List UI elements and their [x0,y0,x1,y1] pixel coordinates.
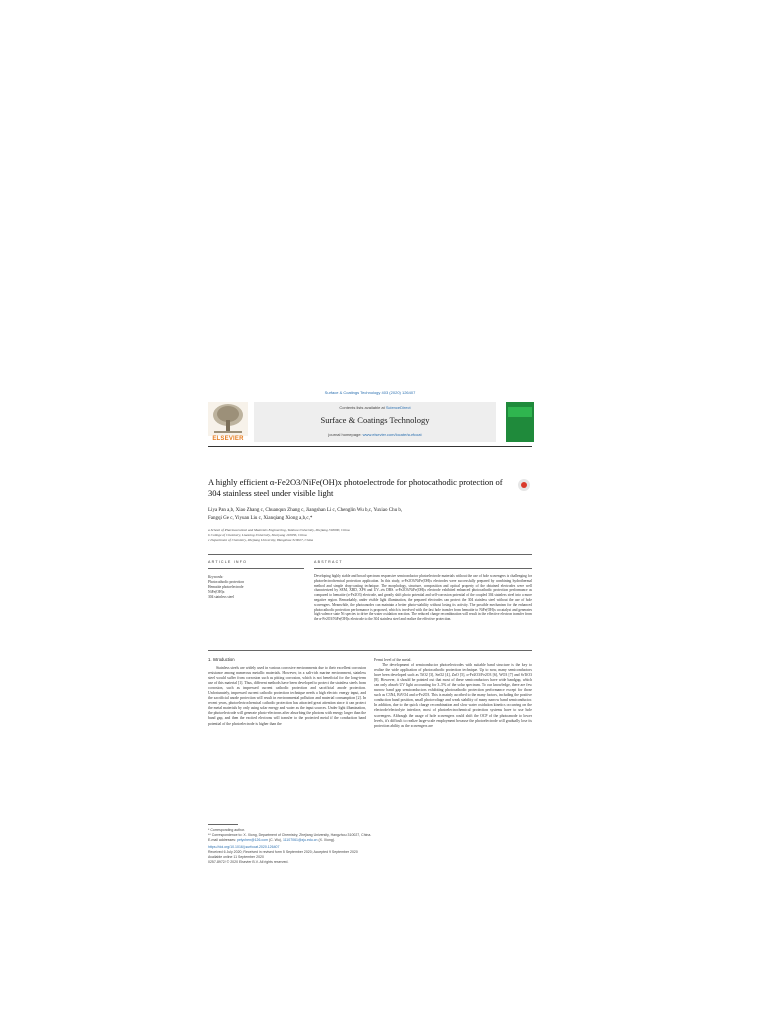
publisher-wordmark: ELSEVIER [212,436,244,442]
author-list [208,507,508,523]
authors-line-1[interactable]: Liya Pan a,b, Xiao Zhang c, Chuanqun Zhang c, Jiangshan Li c, Chenglin Wu b,c, Yuxiao Chu b, [208,508,403,513]
article-info-rule [208,568,304,569]
journal-title: Surface & Coatings Technology [320,415,430,425]
journal-header-box [254,402,496,442]
abstract-bottom-rule [208,650,532,651]
abstract-rule [314,568,532,569]
crossmark-icon[interactable] [518,479,530,491]
masthead-divider [208,446,532,447]
abstract-heading: ABSTRACT [314,560,343,564]
keyword-1: Photocathodic protection [208,580,245,584]
footnote-correspondence: ** Correspondence to: X. Xiong, Department of Chemistry, Zhejiang University, Hangzhou 310027, China. [208,833,372,837]
contents-line [254,405,496,410]
email-link-1[interactable]: pelychen@126.com [237,838,268,842]
email-link-2[interactable]: 11107061@zju.edu.cn [282,838,318,842]
email-name-1: (C. Wu), [268,838,282,842]
email-name-2: (X. Xiong). [318,838,336,842]
footnote-rule [208,824,238,825]
doi-link[interactable]: https://doi.org/10.1016/j.surfcoat.2020.126407 [208,845,280,849]
received-dates: Received 6 July 2020; Received in revised form 5 September 2020; Accepted 9 September 2020 [208,850,358,854]
footnote-emails [208,838,335,842]
abstract-text: Developing highly stable and broad spectrum responsive semiconductor photoelectrode materials without the use of hole scavengers is challenging for photoelectrochemical protection application. In this study, α-Fe2O3/NiFe(OH)x electrodes were successfully prepared by combining hydrothermal method and simple drop-casting technique. The morphology, structure, composition and optical property of the obtained electrodes were well characterized by SEM, XRD, XPS and UV–vis DRS. α-Fe2O3/NiFe(OH)x electrode exhibited enhanced photocathodic protection performance as compared to hematite (α-Fe2O3) electrode, and greatly shift photo potential and self-corrosion potential of the coupled 304 stainless steel into a more negative region. Remarkably, under visible light illumination, the prepared electrodes can protect the 304 stainless steel without the use of hole scavengers. Meanwhile, the photoanodes can maintain a better photo-stability without losing its activity. The possible mechanism for the enhanced photocathodic protection performance is proposed, which is involved with the fast hole transfer from hematite to NiFe(OH)x cocatalyst and generates high valence state Ni species to drive the water oxidation reaction. The reduced charge recombination will result in the effective electron transfer from the α-Fe2O3/NiFe(OH)x electrode to the 304 stainless steel and realize the effective protection. [314,574,532,622]
front-matter-divider [208,554,532,555]
keyword-3: NiFe(OH)x [208,590,225,594]
available-online: Available online 11 September 2020 [208,855,264,859]
affiliation-a: a School of Pharmaceutical and Materials Engineering, Taizhou University, Zhejiang 318000, China [208,528,350,532]
affiliation-c: c Department of Chemistry, Zhejiang University, Hangzhou 310027, China [208,538,314,542]
journal-reference[interactable]: Surface & Coatings Technology 403 (2020) 126407 [324,390,416,395]
homepage-prefix: journal homepage: [328,432,362,437]
copyright-line: 0257-8972/ © 2020 Elsevier B.V. All rights reserved. [208,860,289,864]
keyword-4: 304 stainless steel [208,595,234,599]
journal-homepage-link[interactable]: www.elsevier.com/locate/surfcoat [362,432,422,437]
keywords-label: Keywords: [208,575,224,579]
homepage-line [254,432,496,437]
email-prefix: E-mail addresses: [208,838,237,842]
authors-line-2[interactable]: Fangqi Ge c, Yiyuan Liu c, Xianqiang Xiong a,b,c,* [208,516,313,521]
footnote-corresponding: * Corresponding author. [208,828,245,832]
introduction-heading: 1. Introduction [208,657,235,662]
contents-prefix: Contents lists available at [339,405,385,410]
cover-title-band [508,407,532,417]
keyword-2: Hematite photoelectrode [208,585,244,589]
paper-page [200,382,540,892]
body-column-left [208,666,366,727]
body-paragraph: Stainless steels are widely used in various corrosive environments due to their excellent corrosion resistance among numerous metallic materials. However, in a salt-rich marine environment, stainless steel would suffer from corrosion such as pitting corrosion, which is not beneficial for the long-term use of this material [1]. Thus, different methods have been developed to protect the stainless steels from corrosion, such as impressed current cathodic protection and sacrificial anode protection. Unfortunately, impressed current cathodic protection technique needs a high electric energy input, and the sacrificial anode protection will result in environmental pollution and material consumption [2]. In recent years, photoelectrochemical cathodic protection has attracted great attention since it can protect the metal materials by only using solar energy and water as the input sources. Under light illumination, the photoelectrode will generate photo-electrons after absorbing the photons with energy larger than the band gap, and then the excited electrons will transfer to the protected metal if the conduction band potential of the photoelectrode is higher than the [208,666,366,726]
article-info-heading: ARTICLE INFO [208,560,248,564]
sciencedirect-link[interactable]: ScienceDirect [385,405,411,410]
journal-cover-thumbnail[interactable] [506,402,534,442]
journal-masthead [208,402,532,442]
body-paragraph: The development of semiconductor photoelectrodes with suitable band structure is the key to realize the wide application of photocathodic protection technique. Up to now, many semiconductors have been developed such as TiO2 [3], SnO2 [4], ZnO [5], α-Fe2O3/Fe2O3 [6], WO3 [7] and SrTiO3 [8]. However, it should be pointed out that most of these semiconductors have wide bandgap, which can only absorb UV light accounting for 3–5% of the solar spectrum. To our knowledge, there are few narrow band gap semiconductors exhibiting photocathodic protection performance except for those such as C3N4, BiVO4 and α-Fe2O3. This is mainly ascribed to the many factors, including the positive conduction band position, small photovoltage and weak stability of many narrow band semiconductor. In addition, due to the quick charge recombination and slow water oxidation kinetics occurring on the electrode/electrolyte interface, most of photoelectrochemical protection systems have to use hole scavengers. Although the usage of hole scavengers could shift the OCP of the photoanode to lower levels, it's difficult to realize large-scale employment because the photoelectrode will gradually lose its protection ability as the scavengers are [374,663,532,728]
body-paragraph: Fermi level of the metal. [374,658,412,662]
body-column-right [374,658,532,729]
article-title: A highly efficient α-Fe2O3/NiFe(OH)x photoelectrode for photocathodic protection of 304 stainless steel under visible light [208,477,503,498]
affiliation-b: b College of Chemistry, Liaoning University, Shenyang 110036, China [208,533,307,537]
